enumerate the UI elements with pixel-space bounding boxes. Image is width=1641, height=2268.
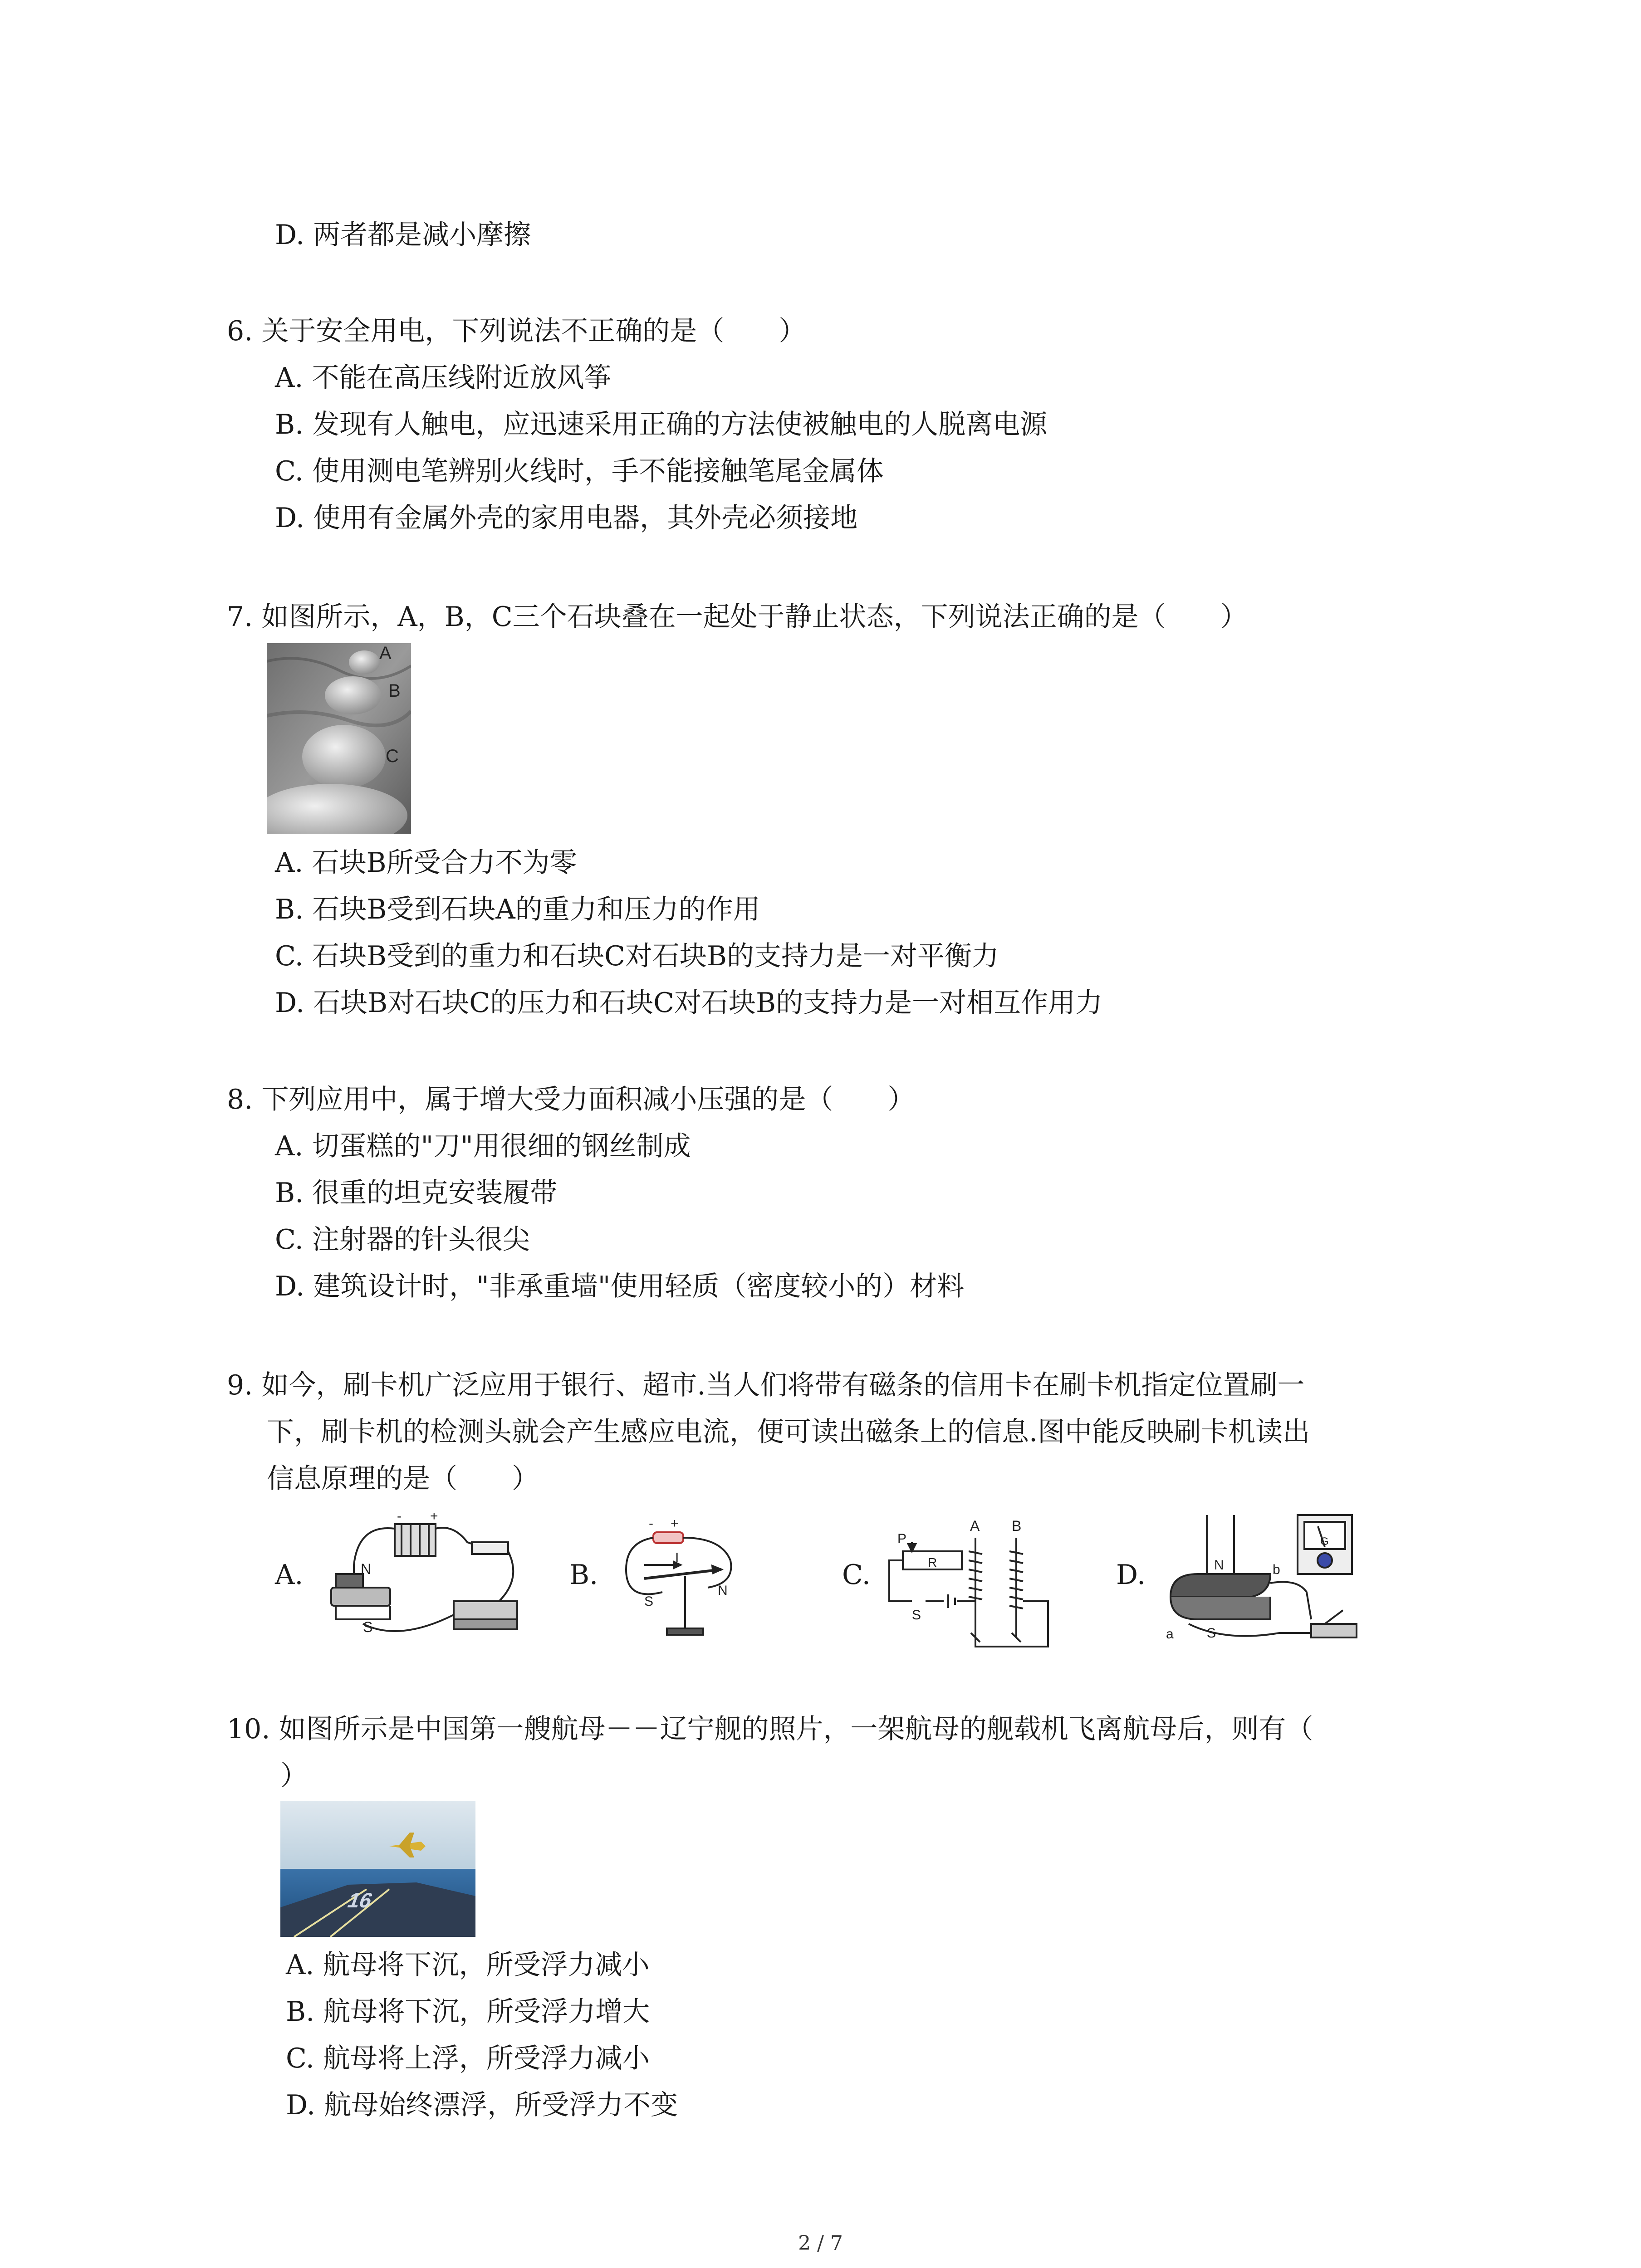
q6-option-c: C. 使用测电笔辨别火线时，手不能接触笔尾金属体 [275, 455, 884, 487]
q9-stem-line-1: 9. 如今，刷卡机广泛应用于银行、超市.当人们将带有磁条的信用卡在刷卡机指定位置刷一 [227, 1369, 1305, 1401]
q9-figure-b [617, 1515, 753, 1647]
q9c-p-label: P [897, 1531, 907, 1546]
q10-aircraft-carrier-photo [280, 1801, 475, 1937]
q5-option-d: D. 两者都是减小摩擦 [275, 219, 531, 251]
q10-option-c: C. 航母将上浮，所受浮力减小 [286, 2043, 650, 2074]
q9d-n-label: N [1214, 1558, 1224, 1573]
q8-stem: 8. 下列应用中，属于增大受力面积减小压强的是（ ） [227, 1084, 915, 1115]
q9b-n-label: N [718, 1583, 728, 1598]
q6-option-d: D. 使用有金属外壳的家用电器，其外壳必须接地 [275, 502, 858, 534]
q7-label-c: C [386, 746, 399, 766]
q7-option-b: B. 石块B受到石块A的重力和压力的作用 [275, 894, 760, 925]
q8-option-c: C. 注射器的针头很尖 [275, 1224, 530, 1256]
q9b-plus-label: + [671, 1516, 679, 1531]
q8-option-a: A. 切蛋糕的"刀"用很细的钢丝制成 [275, 1130, 691, 1162]
q10-deck-number: 16 [344, 1889, 376, 1912]
q7-stones-photo [267, 643, 411, 834]
q9-option-b-label: B. [569, 1559, 598, 1591]
q6-option-a: A. 不能在高压线附近放风筝 [275, 362, 612, 394]
page-number: 2 / 7 [798, 2232, 843, 2255]
q10-option-a: A. 航母将下沉，所受浮力减小 [286, 1949, 650, 1981]
q9b-minus-label: - [649, 1516, 653, 1531]
q10-option-b: B. 航母将下沉，所受浮力增大 [286, 1996, 650, 2028]
q9a-plus-label: + [430, 1510, 438, 1524]
q7-option-c: C. 石块B受到的重力和石块C对石块B的支持力是一对平衡力 [275, 940, 999, 972]
q9b-current-label: I [675, 1550, 679, 1565]
q10-stem-line-1: 10. 如图所示是中国第一艘航母－－辽宁舰的照片，一架航母的舰载机飞离航母后，则有（ [227, 1713, 1313, 1745]
q7-option-a: A. 石块B所受合力不为零 [275, 847, 577, 879]
q9c-r-label: R [928, 1555, 937, 1569]
q7-stem: 7. 如图所示，A，B，C三个石块叠在一起处于静止状态，下列说法正确的是（ ） [227, 601, 1248, 633]
q9-stem-line-2: 下，刷卡机的检测头就会产生感应电流，便可读出磁条上的信息.图中能反映刷卡机读出 [267, 1416, 1310, 1448]
q9d-b-label: b [1273, 1562, 1280, 1577]
q9a-n-label: N [361, 1561, 372, 1577]
q9-figure-a [318, 1510, 526, 1651]
q9c-s-label: S [912, 1608, 921, 1623]
q7-option-d: D. 石块B对石块C的压力和石块C对石块B的支持力是一对相互作用力 [275, 987, 1103, 1019]
q9a-minus-label: - [397, 1510, 402, 1524]
q10-option-d: D. 航母始终漂浮，所受浮力不变 [286, 2089, 678, 2121]
q9-option-d-label: D. [1116, 1559, 1146, 1591]
q10-stem-line-2: ） [280, 1760, 308, 1792]
q9b-s-label: S [644, 1594, 654, 1609]
q9-figure-d [1161, 1506, 1370, 1651]
q9d-g-label: G [1320, 1535, 1329, 1548]
q9-stem-line-3: 信息原理的是（ ） [267, 1463, 539, 1495]
q9c-a-label: A [970, 1518, 980, 1534]
q9c-b-label: B [1012, 1518, 1022, 1534]
q9d-a-label: a [1166, 1627, 1174, 1642]
q9-figure-c [885, 1510, 1066, 1651]
q6-stem: 6. 关于安全用电，下列说法不正确的是（ ） [227, 315, 806, 347]
q6-option-b: B. 发现有人触电，应迅速采用正确的方法使被触电的人脱离电源 [275, 409, 1048, 440]
q9a-s-label: S [363, 1619, 373, 1635]
q9-option-c-label: C. [842, 1559, 871, 1591]
q7-label-a: A [379, 643, 392, 663]
q9-option-a-label: A. [275, 1559, 304, 1591]
q8-option-d: D. 建筑设计时，"非承重墙"使用轻质（密度较小的）材料 [275, 1271, 965, 1302]
q8-option-b: B. 很重的坦克安装履带 [275, 1177, 558, 1209]
q9d-s-label: S [1207, 1626, 1216, 1641]
q7-label-b: B [388, 681, 401, 701]
